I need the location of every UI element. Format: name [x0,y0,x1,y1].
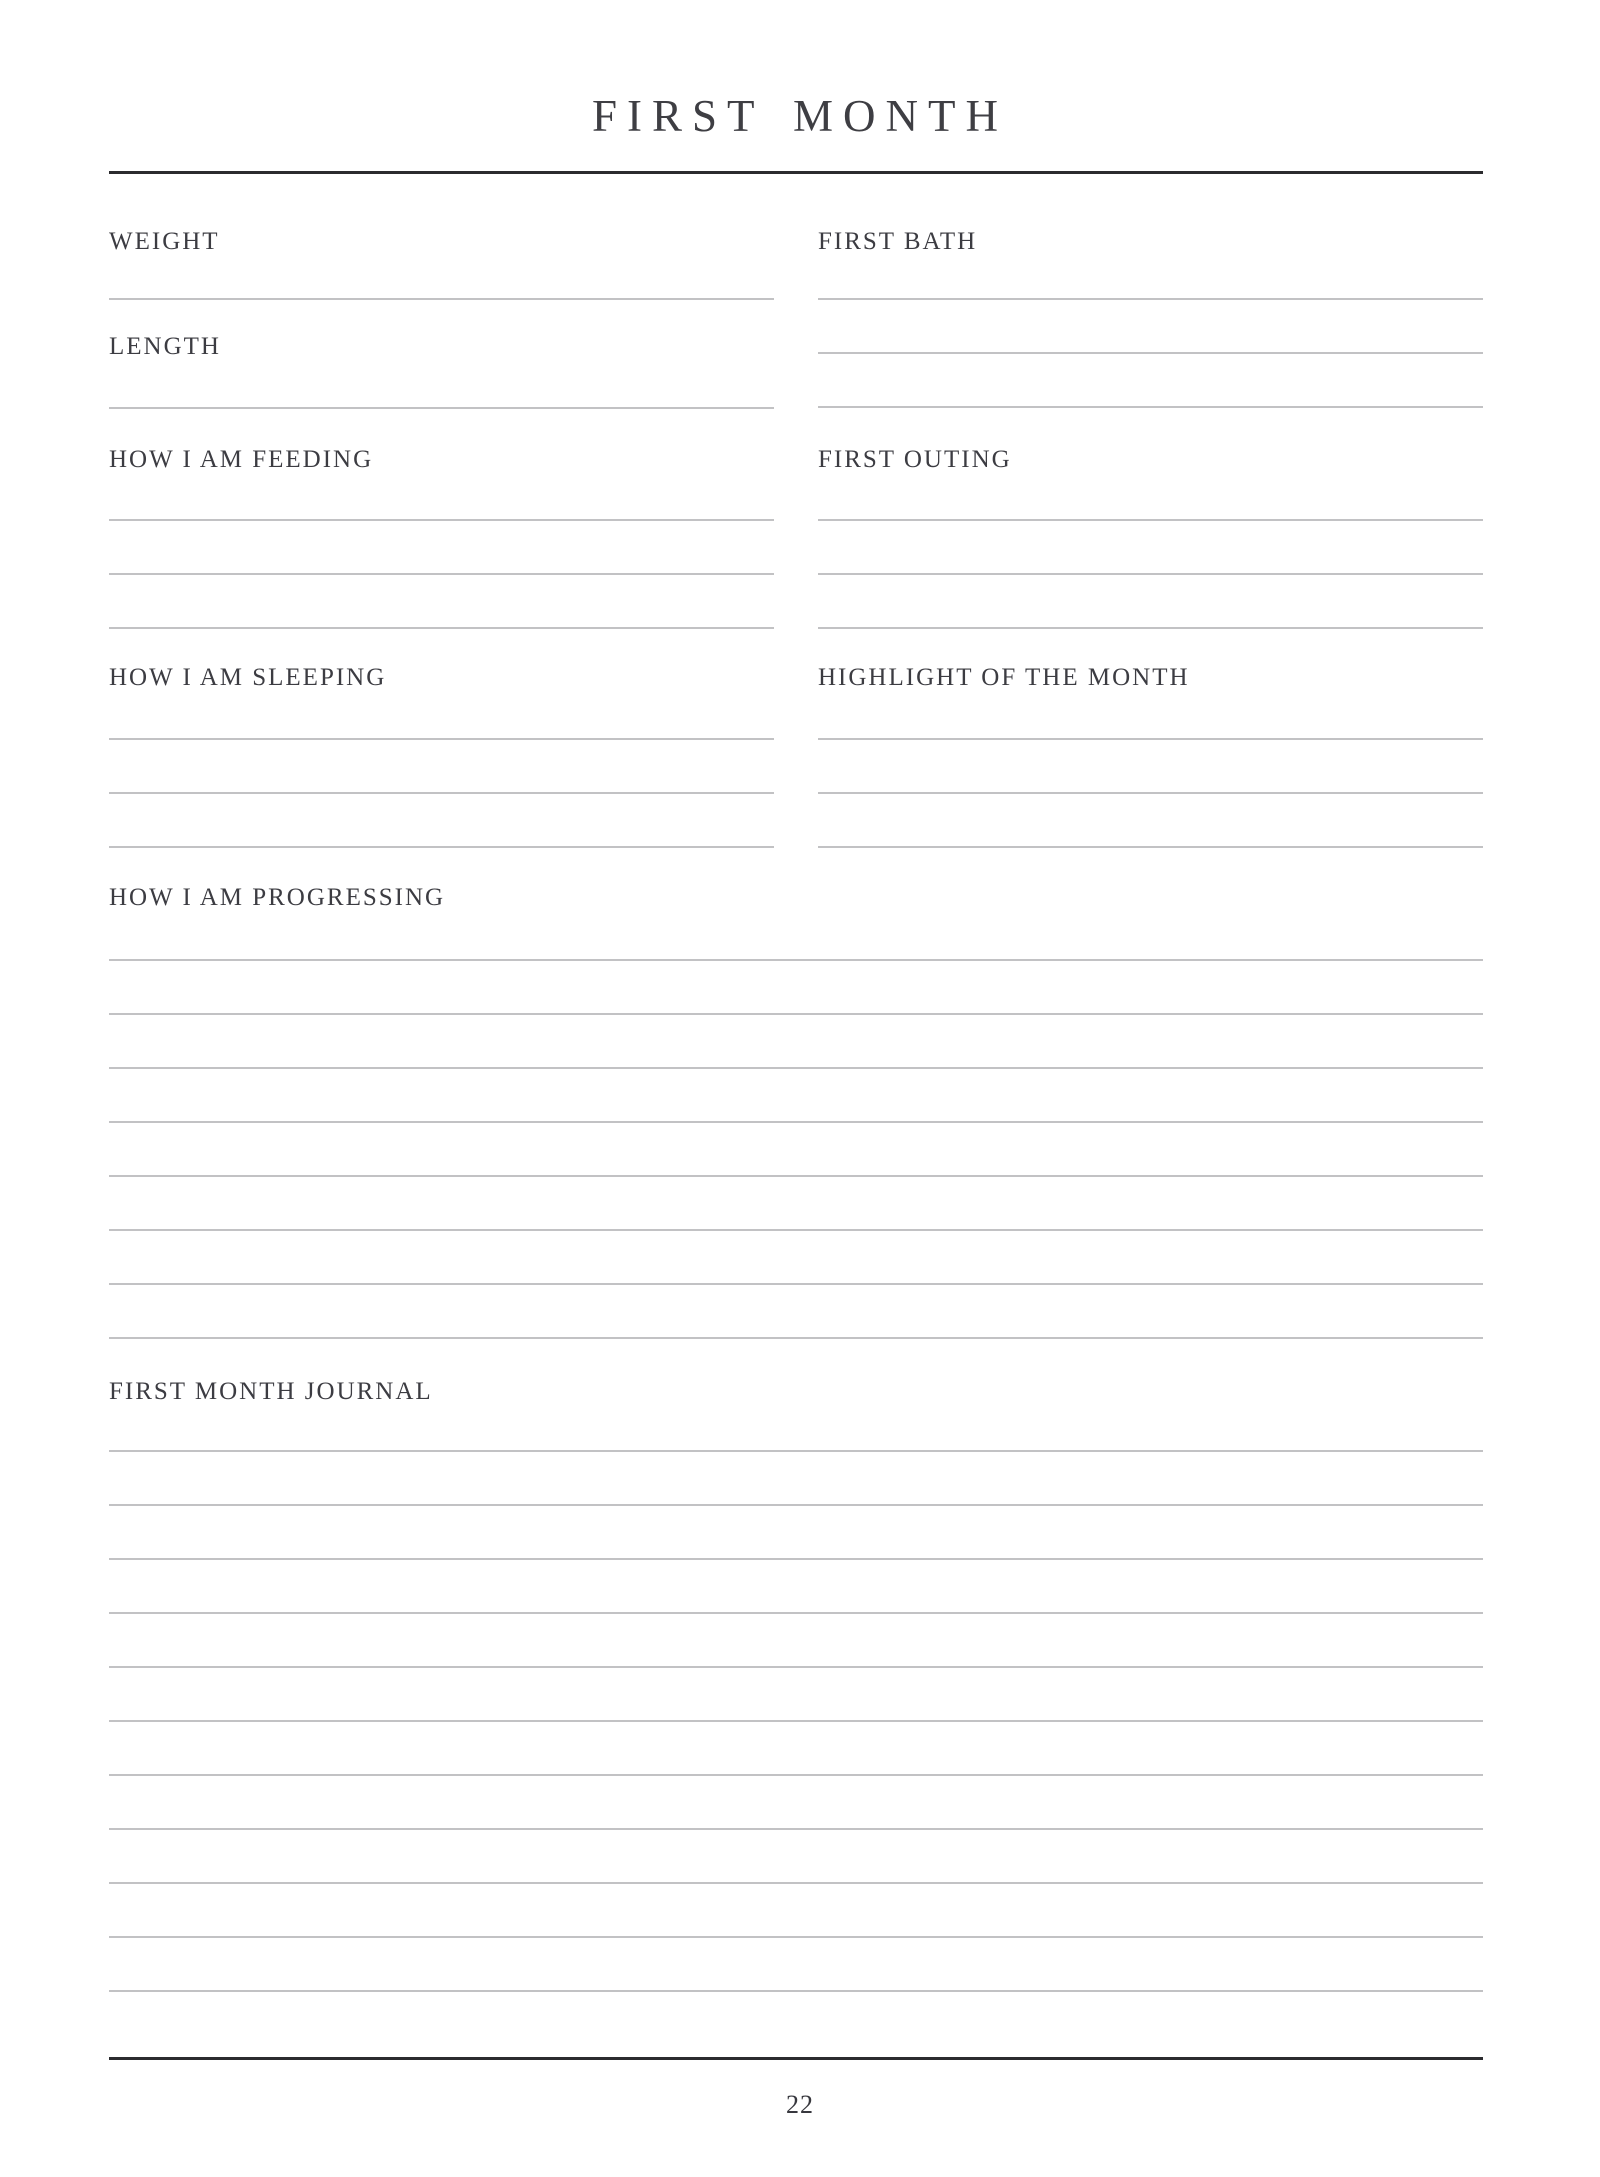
field-journal [109,1379,1483,1404]
writing-line[interactable] [109,573,774,575]
field-journal-label: FIRST MONTH JOURNAL [109,1378,433,1405]
writing-line[interactable] [109,1337,1483,1339]
writing-line[interactable] [109,846,774,848]
writing-line[interactable] [109,1774,1483,1776]
field-first-bath [818,229,1483,254]
writing-line[interactable] [109,1175,1483,1177]
writing-line[interactable] [109,627,774,629]
writing-line[interactable] [818,738,1483,740]
field-length [109,334,774,359]
field-weight-label: WEIGHT [109,228,220,255]
writing-line[interactable] [109,792,774,794]
writing-line[interactable] [109,407,774,409]
writing-line[interactable] [109,1936,1483,1938]
writing-line[interactable] [109,519,774,521]
page-title: FIRST MONTH [592,91,1008,142]
writing-line[interactable] [818,627,1483,629]
writing-line[interactable] [109,738,774,740]
writing-line[interactable] [818,573,1483,575]
writing-line[interactable] [109,1283,1483,1285]
writing-line[interactable] [109,1828,1483,1830]
field-first-outing [818,447,1483,472]
writing-line[interactable] [109,298,774,300]
top-rule [109,171,1483,174]
writing-line[interactable] [818,519,1483,521]
writing-line[interactable] [109,1612,1483,1614]
field-feeding [109,447,774,472]
writing-line[interactable] [109,1882,1483,1884]
writing-line[interactable] [818,792,1483,794]
field-first-bath-label: FIRST BATH [818,228,978,255]
field-feeding-label: HOW I AM FEEDING [109,446,374,473]
field-progressing [109,885,1483,910]
field-progressing-label: HOW I AM PROGRESSING [109,884,446,911]
field-length-label: LENGTH [109,333,221,360]
writing-line[interactable] [109,1121,1483,1123]
writing-line[interactable] [818,846,1483,848]
writing-line[interactable] [109,1720,1483,1722]
field-highlight [818,665,1483,690]
field-sleeping-label: HOW I AM SLEEPING [109,664,387,691]
writing-line[interactable] [818,406,1483,408]
writing-line[interactable] [109,1666,1483,1668]
writing-line[interactable] [818,298,1483,300]
writing-line[interactable] [109,1450,1483,1452]
field-weight [109,229,774,254]
writing-line[interactable] [109,1229,1483,1231]
writing-line[interactable] [109,959,1483,961]
writing-line[interactable] [109,1990,1483,1992]
writing-line[interactable] [109,1558,1483,1560]
writing-line[interactable] [109,1067,1483,1069]
field-sleeping [109,665,774,690]
writing-line[interactable] [109,1013,1483,1015]
field-first-outing-label: FIRST OUTING [818,446,1012,473]
bottom-rule [109,2057,1483,2060]
field-highlight-label: HIGHLIGHT OF THE MONTH [818,664,1190,691]
writing-line[interactable] [109,1504,1483,1506]
page-number: 22 [786,2090,814,2119]
writing-line[interactable] [818,352,1483,354]
